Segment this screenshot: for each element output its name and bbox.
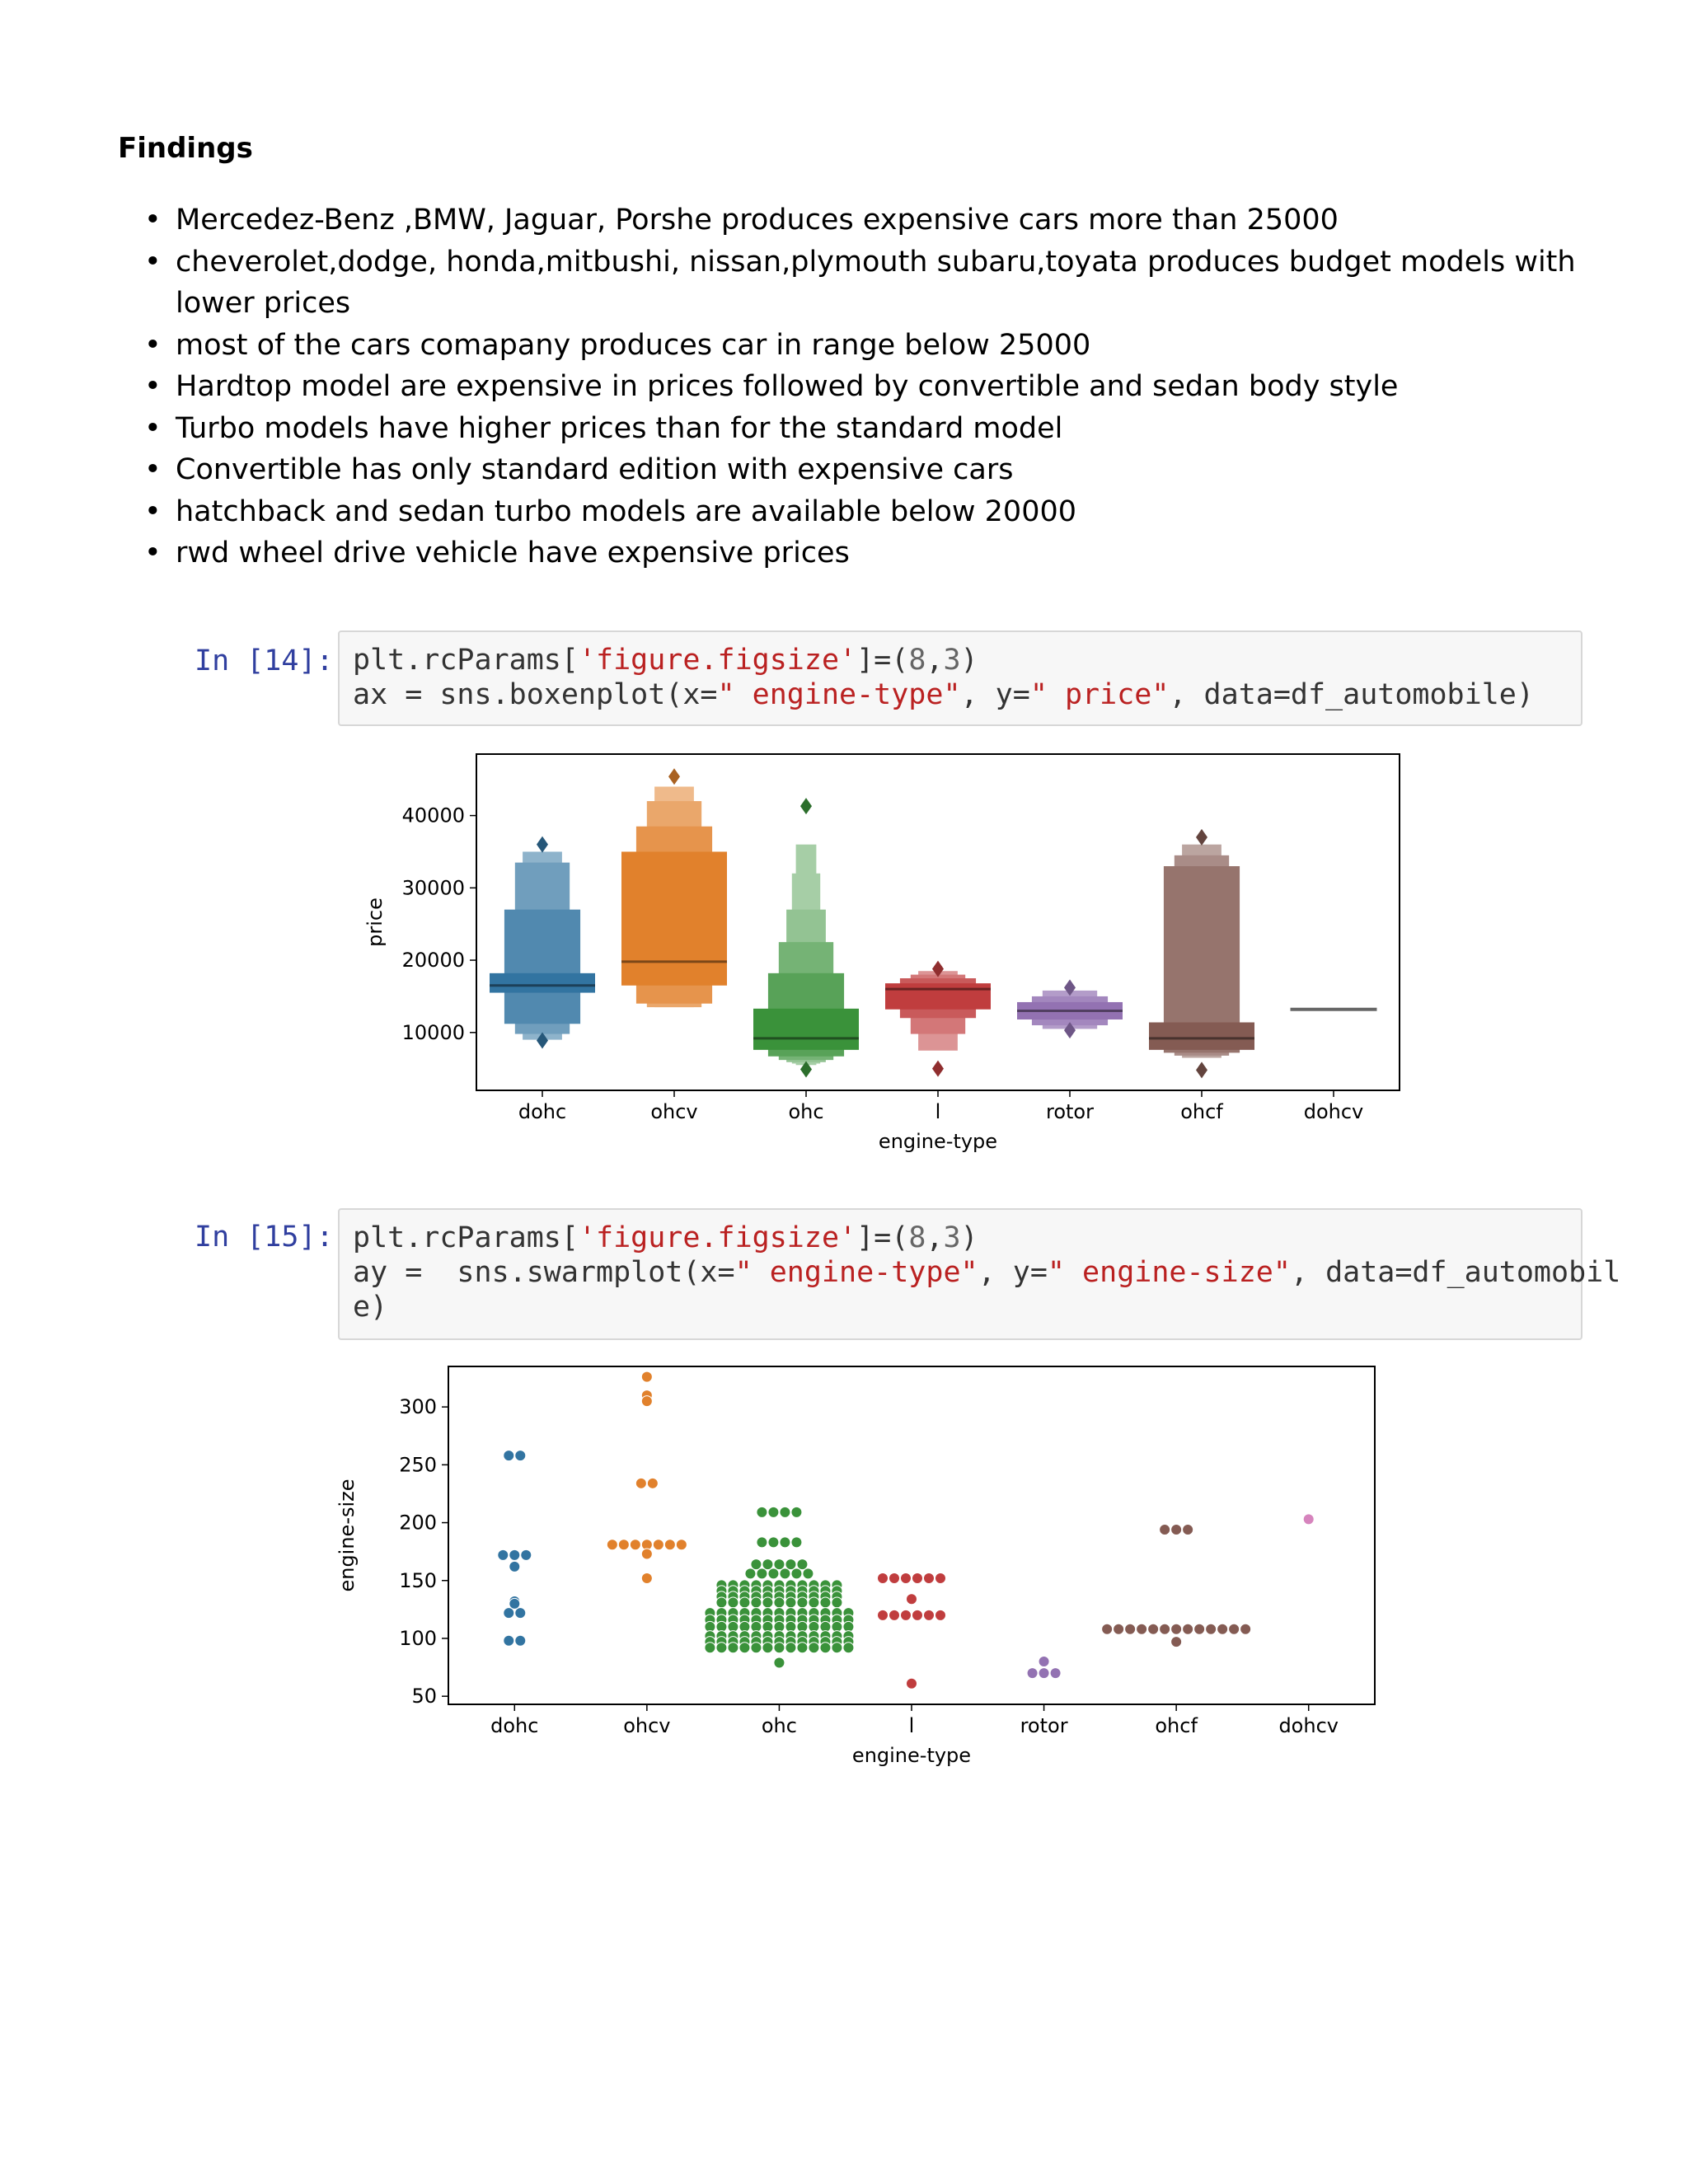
x-tick-label: rotor xyxy=(1046,1100,1094,1123)
cell-15-prompt: In [15]: xyxy=(195,1221,334,1254)
swarm-point xyxy=(751,1559,762,1570)
swarmplot-chart xyxy=(335,1356,1418,1784)
swarm-point xyxy=(1171,1624,1182,1634)
code-token: 'figure.figsize' xyxy=(578,644,857,677)
y-tick-label: 250 xyxy=(399,1453,437,1477)
swarm-point xyxy=(1050,1668,1061,1679)
swarm-point xyxy=(504,1451,514,1461)
code-token: " engine-type" xyxy=(717,678,961,711)
code-token: 8 xyxy=(908,1221,926,1254)
x-axis-label: engine-type xyxy=(851,1744,972,1767)
swarm-point xyxy=(797,1559,808,1570)
y-tick-label: 200 xyxy=(399,1511,437,1535)
code-token: ]=( xyxy=(856,1221,909,1254)
x-axis-label: engine-type xyxy=(878,1130,998,1153)
code-token: 8 xyxy=(908,644,926,677)
code-cell-15[interactable] xyxy=(338,1208,1621,1340)
swarm-point xyxy=(515,1635,526,1646)
code-token: 'figure.figsize' xyxy=(578,1221,857,1254)
x-tick-label: rotor xyxy=(1020,1714,1068,1737)
swarm-point xyxy=(739,1597,750,1608)
swarm-point xyxy=(757,1537,767,1548)
swarm-point xyxy=(901,1572,912,1583)
swarm-point xyxy=(809,1597,819,1608)
swarm-point xyxy=(768,1537,779,1548)
swarm-point xyxy=(509,1549,520,1560)
code-line xyxy=(353,1255,1621,1290)
y-tick-label: 300 xyxy=(399,1395,437,1419)
swarm-point xyxy=(901,1610,912,1620)
swarm-point xyxy=(1039,1657,1049,1667)
swarm-point xyxy=(1194,1624,1205,1634)
plot-frame xyxy=(448,1366,1375,1704)
code-token: ax = sns.boxenplot(x= xyxy=(353,678,718,711)
swarm-point xyxy=(791,1507,802,1517)
swarm-point xyxy=(1171,1637,1182,1647)
swarm-point xyxy=(785,1559,796,1570)
x-tick-label: dohc xyxy=(518,1100,567,1123)
code-token: " engine-type" xyxy=(734,1256,978,1289)
findings-heading: Findings xyxy=(118,132,253,165)
swarm-point xyxy=(907,1678,917,1689)
swarm-point xyxy=(728,1643,738,1653)
code-token: plt.rcParams[ xyxy=(353,644,579,677)
swarm-point xyxy=(809,1643,819,1653)
code-token: " price" xyxy=(1029,678,1170,711)
swarm-point xyxy=(751,1597,762,1608)
finding-item: • Convertible has only standard edition with expensive cars xyxy=(176,449,1593,491)
swarm-point xyxy=(768,1507,779,1517)
swarm-point xyxy=(774,1643,785,1653)
swarm-point xyxy=(1303,1514,1314,1525)
finding-item: • Mercedez-Benz ,BMW, Jaguar, Porshe produces expensive cars more than 25000 xyxy=(176,199,1593,241)
swarm-point xyxy=(912,1572,923,1583)
swarm-point xyxy=(716,1597,727,1608)
swarm-point xyxy=(607,1540,617,1550)
finding-item: • Hardtop model are expensive in prices followed by convertible and sedan body style xyxy=(176,366,1593,408)
swarm-point xyxy=(515,1608,526,1619)
swarm-point xyxy=(1229,1624,1240,1634)
x-tick-label: dohcv xyxy=(1303,1100,1364,1123)
swarm-point xyxy=(878,1610,889,1620)
swarm-point xyxy=(1137,1624,1147,1634)
x-tick-label: ohc xyxy=(788,1100,824,1123)
x-tick-label: ohcf xyxy=(1155,1714,1198,1737)
y-axis-label: price xyxy=(363,898,387,947)
finding-item: • cheverolet,dodge, honda,mitbushi, nissan,plymouth subaru,toyata produces budget models with lower prices xyxy=(176,241,1593,325)
boxen-box xyxy=(753,1009,859,1050)
swarm-point xyxy=(774,1657,785,1668)
swarm-point xyxy=(635,1478,646,1488)
swarm-point xyxy=(820,1597,831,1608)
swarm-point xyxy=(728,1597,738,1608)
code-token: , xyxy=(926,1221,944,1254)
code-token: , y= xyxy=(960,678,1030,711)
swarm-point xyxy=(1160,1624,1170,1634)
code-token: 3 xyxy=(943,1221,961,1254)
cell-14-prompt: In [14]: xyxy=(195,644,334,677)
swarm-point xyxy=(785,1643,796,1653)
swarm-point xyxy=(774,1559,785,1570)
swarm-point xyxy=(1114,1624,1124,1634)
finding-item: • hatchback and sedan turbo models are available below 20000 xyxy=(176,491,1593,533)
boxen-box xyxy=(504,910,580,1024)
y-tick-label: 10000 xyxy=(401,1020,465,1044)
swarm-point xyxy=(509,1598,520,1609)
swarm-point xyxy=(641,1549,652,1559)
swarm-point xyxy=(1027,1668,1038,1679)
finding-item: • Turbo models have higher prices than for the standard model xyxy=(176,408,1593,450)
swarm-point xyxy=(757,1507,767,1517)
y-tick-label: 20000 xyxy=(401,949,465,972)
swarm-point xyxy=(1125,1624,1136,1634)
swarm-point xyxy=(1217,1624,1228,1634)
findings-list xyxy=(176,199,1593,574)
swarm-point xyxy=(1183,1524,1193,1535)
boxen-box xyxy=(490,973,595,993)
swarm-point xyxy=(498,1549,509,1560)
swarm-point xyxy=(504,1635,514,1646)
finding-item: • rwd wheel drive vehicle have expensive prices xyxy=(176,532,1593,574)
swarm-point xyxy=(509,1561,520,1572)
y-tick-label: 150 xyxy=(399,1568,437,1592)
swarm-point xyxy=(791,1568,802,1579)
swarm-point xyxy=(521,1549,532,1560)
swarm-point xyxy=(878,1572,889,1583)
x-tick-label: ohcv xyxy=(623,1714,671,1737)
swarm-point xyxy=(630,1540,640,1550)
finding-item: • most of the cars comapany produces car in range below 25000 xyxy=(176,325,1593,367)
swarm-point xyxy=(1039,1668,1049,1679)
code-token: 3 xyxy=(943,644,961,677)
swarm-point xyxy=(653,1540,663,1550)
boxen-box xyxy=(621,851,727,985)
swarm-point xyxy=(797,1597,808,1608)
swarm-point xyxy=(676,1540,687,1550)
swarm-point xyxy=(907,1594,917,1605)
swarm-point xyxy=(791,1537,802,1548)
swarm-point xyxy=(1206,1624,1217,1634)
swarm-point xyxy=(780,1568,790,1579)
y-tick-label: 40000 xyxy=(401,804,465,827)
code-token: ) xyxy=(960,1221,978,1254)
code-token: plt.rcParams[ xyxy=(353,1221,579,1254)
swarm-point xyxy=(757,1568,767,1579)
swarm-point xyxy=(1183,1624,1193,1634)
code-token: ) xyxy=(960,644,978,677)
x-tick-label: l xyxy=(935,1100,941,1123)
swarm-point xyxy=(1102,1624,1113,1634)
code-token: , data=df_automobile) xyxy=(1169,678,1534,711)
code-token: " engine-size" xyxy=(1047,1256,1291,1289)
swarm-point xyxy=(641,1396,652,1407)
swarm-point xyxy=(832,1643,842,1653)
code-token: ay = sns.swarmplot(x= xyxy=(353,1256,735,1289)
x-tick-label: ohcv xyxy=(650,1100,698,1123)
y-tick-label: 100 xyxy=(399,1626,437,1650)
swarm-point xyxy=(641,1572,652,1583)
swarm-point xyxy=(924,1610,935,1620)
swarm-point xyxy=(780,1537,790,1548)
code-token: , xyxy=(926,644,944,677)
x-tick-label: ohcf xyxy=(1180,1100,1223,1123)
swarm-point xyxy=(785,1597,796,1608)
y-tick-label: 30000 xyxy=(401,876,465,900)
code-cell-14[interactable] xyxy=(338,630,1582,726)
swarm-point xyxy=(739,1643,750,1653)
code-line xyxy=(353,1290,1568,1324)
swarm-point xyxy=(1148,1624,1159,1634)
swarm-point xyxy=(1240,1624,1251,1634)
swarm-point xyxy=(912,1610,923,1620)
swarm-point xyxy=(935,1572,946,1583)
swarm-point xyxy=(820,1643,831,1653)
swarm-point xyxy=(843,1643,854,1653)
swarm-point xyxy=(762,1559,773,1570)
swarm-point xyxy=(751,1643,762,1653)
swarm-point xyxy=(889,1610,900,1620)
swarm-point xyxy=(797,1643,808,1653)
x-tick-label: ohc xyxy=(761,1714,797,1737)
x-tick-label: l xyxy=(908,1714,915,1737)
boxen-box xyxy=(1149,1023,1254,1050)
swarm-point xyxy=(780,1507,790,1517)
code-line xyxy=(353,677,1568,712)
boxenplot-chart xyxy=(338,742,1418,1170)
swarm-point xyxy=(705,1643,715,1653)
swarm-point xyxy=(664,1540,675,1550)
swarm-point xyxy=(768,1568,779,1579)
swarm-point xyxy=(1171,1524,1182,1535)
swarm-point xyxy=(762,1597,773,1608)
swarm-point xyxy=(618,1540,629,1550)
swarm-point xyxy=(803,1568,814,1579)
swarm-point xyxy=(924,1572,935,1583)
x-tick-label: dohc xyxy=(490,1714,539,1737)
swarm-point xyxy=(889,1572,900,1583)
swarm-point xyxy=(762,1643,773,1653)
swarm-point xyxy=(745,1568,756,1579)
code-line xyxy=(353,1221,1568,1255)
swarm-point xyxy=(832,1597,842,1608)
swarm-point xyxy=(641,1371,652,1382)
x-tick-label: dohcv xyxy=(1278,1714,1339,1737)
code-token: , data=df_automobil xyxy=(1290,1256,1621,1289)
swarm-point xyxy=(1160,1524,1170,1535)
swarm-point xyxy=(774,1597,785,1608)
code-token: , y= xyxy=(978,1256,1048,1289)
boxen-box xyxy=(885,983,991,1010)
swarm-point xyxy=(716,1643,727,1653)
code-token: ]=( xyxy=(856,644,909,677)
code-token: e) xyxy=(353,1291,388,1324)
swarm-point xyxy=(504,1608,514,1619)
y-axis-label: engine-size xyxy=(335,1479,359,1592)
code-line xyxy=(353,643,1568,677)
swarm-point xyxy=(647,1478,658,1488)
swarm-point xyxy=(515,1451,526,1461)
y-tick-label: 50 xyxy=(411,1685,437,1708)
swarm-point xyxy=(935,1610,946,1620)
